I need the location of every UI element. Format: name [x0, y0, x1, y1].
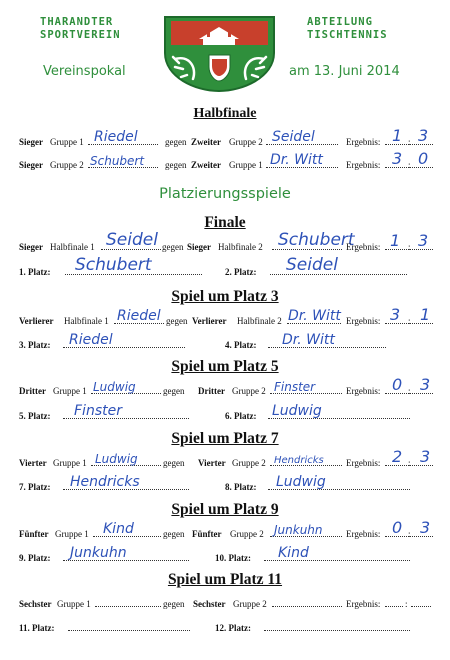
match-left-player: Riedel — [117, 308, 161, 324]
match-right-player: Junkuhn — [274, 523, 323, 537]
event-date: am 13. Juni 2014 — [289, 64, 400, 79]
match-right-player: Dr. Witt — [270, 152, 323, 168]
score-a: 2 — [392, 447, 403, 466]
match-left-player: Schubert — [90, 154, 145, 168]
result-label: Ergebnis: — [346, 242, 381, 252]
score-a: 1 — [392, 126, 403, 145]
gegen-label: gegen — [162, 242, 184, 252]
match-left-player: Ludwig — [93, 380, 136, 394]
score-separator: : — [405, 599, 408, 609]
place-label: 9. Platz: — [19, 553, 51, 563]
match-right-player: Seidel — [272, 129, 315, 145]
placement-matches-heading: Platzierungsspiele — [159, 186, 291, 202]
match-right-suffix: Gruppe 2 — [230, 529, 264, 539]
match-left-label: Sechster — [19, 599, 52, 609]
final-places-row — [0, 257, 450, 279]
score-separator: : — [408, 458, 411, 468]
gegen-label: gegen — [163, 529, 185, 539]
gegen-label: gegen — [165, 160, 187, 170]
semifinal-row-1 — [0, 127, 450, 149]
place-player: Kind — [278, 545, 309, 561]
club-name-line2: SPORTVEREIN — [40, 29, 121, 41]
score-separator: : — [408, 160, 411, 170]
place-label: 7. Platz: — [19, 482, 51, 492]
club-name — [40, 16, 121, 42]
place-label: 11. Platz: — [19, 623, 55, 633]
gegen-label: gegen — [163, 386, 185, 396]
match-5th-place-row — [0, 376, 450, 398]
score-b: 0 — [418, 149, 429, 168]
match-9th-place-places-row — [0, 543, 450, 565]
match-3rd-place-heading: Spiel um Platz 3 — [171, 288, 279, 305]
match-left-player: Ludwig — [95, 452, 138, 466]
place-player: Ludwig — [272, 403, 322, 419]
place-player: Junkuhn — [70, 545, 127, 561]
match-left-suffix: Halbfinale 1 — [64, 316, 109, 326]
department-name-line2: TISCHTENNIS — [307, 29, 388, 41]
score-separator: : — [408, 316, 411, 326]
semifinal-row-2 — [0, 150, 450, 172]
blank-line — [95, 606, 161, 607]
match-left-label: Sieger — [19, 242, 43, 252]
place-player: Hendricks — [70, 474, 140, 490]
match-right-suffix: Gruppe 2 — [232, 458, 266, 468]
match-right-label: Sieger — [187, 242, 211, 252]
match-right-player: Dr. Witt — [288, 308, 341, 324]
score-b: 1 — [420, 305, 431, 324]
blank-line — [385, 606, 403, 607]
match-right-suffix: Gruppe 2 — [229, 137, 263, 147]
result-label: Ergebnis: — [346, 386, 381, 396]
match-11th-place-heading: Spiel um Platz 11 — [167, 571, 283, 588]
club-crest-logo — [163, 15, 276, 93]
place-label: 8. Platz: — [225, 482, 257, 492]
place-label: 5. Platz: — [19, 411, 51, 421]
result-label: Ergebnis: — [346, 137, 381, 147]
match-3rd-place-row — [0, 306, 450, 328]
match-5th-place-places-row — [0, 401, 450, 423]
match-left-player: Kind — [103, 521, 134, 537]
place-label: 3. Platz: — [19, 340, 51, 350]
match-7th-place-row — [0, 448, 450, 470]
match-9th-place-row — [0, 519, 450, 541]
place-player: Ludwig — [276, 474, 326, 490]
score-b: 3 — [420, 375, 431, 394]
match-right-label: Zweiter — [191, 160, 221, 170]
score-b: 3 — [420, 518, 431, 537]
department-name — [307, 16, 388, 42]
match-5th-place-heading: Spiel um Platz 5 — [171, 358, 279, 375]
score-a: 0 — [392, 375, 403, 394]
match-left-label: Verlierer — [19, 316, 54, 326]
place-player: Schubert — [75, 255, 152, 275]
match-left-suffix: Gruppe 1 — [55, 529, 89, 539]
match-right-label: Vierter — [198, 458, 226, 468]
match-11th-place-places-row — [0, 613, 450, 635]
score-separator: : — [408, 137, 411, 147]
result-label: Ergebnis: — [346, 458, 381, 468]
score-a: 0 — [392, 518, 403, 537]
result-label: Ergebnis: — [346, 316, 381, 326]
score-a: 3 — [392, 149, 403, 168]
match-left-suffix: Halbfinale 1 — [50, 242, 95, 252]
match-right-suffix: Halbfinale 2 — [218, 242, 263, 252]
match-left-suffix: Gruppe 1 — [53, 458, 87, 468]
score-separator: : — [408, 242, 411, 252]
score-b: 3 — [418, 231, 429, 250]
match-7th-place-heading: Spiel um Platz 7 — [171, 430, 279, 447]
place-label: 1. Platz: — [19, 267, 51, 277]
final-heading: Finale — [204, 214, 246, 231]
score-a: 1 — [390, 231, 401, 250]
blank-line — [272, 606, 342, 607]
match-left-suffix: Gruppe 2 — [50, 160, 84, 170]
result-label: Ergebnis: — [346, 160, 381, 170]
match-left-label: Dritter — [19, 386, 46, 396]
score-b: 3 — [418, 126, 429, 145]
result-label: Ergebnis: — [346, 529, 381, 539]
place-label: 2. Platz: — [225, 267, 257, 277]
place-player: Finster — [74, 403, 122, 419]
match-right-suffix: Gruppe 2 — [233, 599, 267, 609]
match-7th-place-places-row — [0, 472, 450, 494]
score-b: 3 — [420, 447, 431, 466]
match-right-label: Sechster — [193, 599, 226, 609]
match-left-label: Sieger — [19, 160, 43, 170]
place-label: 12. Platz: — [215, 623, 251, 633]
match-left-label: Sieger — [19, 137, 43, 147]
place-player: Dr. Witt — [282, 332, 335, 348]
match-right-suffix: Halbfinale 2 — [237, 316, 282, 326]
final-match-row — [0, 232, 450, 254]
gegen-label: gegen — [163, 599, 185, 609]
match-right-player: Schubert — [278, 230, 355, 250]
gegen-label: gegen — [166, 316, 188, 326]
club-name-line1: THARANDTER — [40, 16, 114, 28]
gegen-label: gegen — [163, 458, 185, 468]
blank-line — [411, 606, 431, 607]
match-right-label: Dritter — [198, 386, 225, 396]
match-left-player: Riedel — [94, 129, 138, 145]
cup-title: Vereinspokal — [43, 64, 126, 79]
match-11th-place-row — [0, 589, 450, 611]
gegen-label: gegen — [165, 137, 187, 147]
score-a: 3 — [390, 305, 401, 324]
match-left-label: Vierter — [19, 458, 47, 468]
match-left-suffix: Gruppe 1 — [53, 386, 87, 396]
semifinal-heading: Halbfinale — [193, 106, 257, 121]
blank-line — [68, 630, 190, 631]
place-label: 10. Platz: — [215, 553, 251, 563]
place-player: Seidel — [286, 255, 338, 275]
match-right-suffix: Gruppe 2 — [232, 386, 266, 396]
match-right-suffix: Gruppe 1 — [229, 160, 263, 170]
match-9th-place-heading: Spiel um Platz 9 — [171, 501, 279, 518]
match-right-label: Zweiter — [191, 137, 221, 147]
place-player: Riedel — [69, 332, 113, 348]
match-right-player: Hendricks — [274, 455, 324, 466]
result-label: Ergebnis: — [346, 599, 381, 609]
match-left-player: Seidel — [106, 230, 158, 250]
blank-line — [264, 630, 410, 631]
match-3rd-place-places-row — [0, 330, 450, 352]
score-separator: : — [408, 386, 411, 396]
department-name-line1: ABTEILUNG — [307, 16, 373, 28]
match-right-player: Finster — [274, 380, 316, 394]
place-label: 4. Platz: — [225, 340, 257, 350]
match-left-suffix: Gruppe 1 — [57, 599, 91, 609]
match-left-label: Fünfter — [19, 529, 49, 539]
match-right-label: Fünfter — [192, 529, 222, 539]
place-label: 6. Platz: — [225, 411, 257, 421]
score-separator: : — [408, 529, 411, 539]
match-right-label: Verlierer — [192, 316, 227, 326]
match-left-suffix: Gruppe 1 — [50, 137, 84, 147]
